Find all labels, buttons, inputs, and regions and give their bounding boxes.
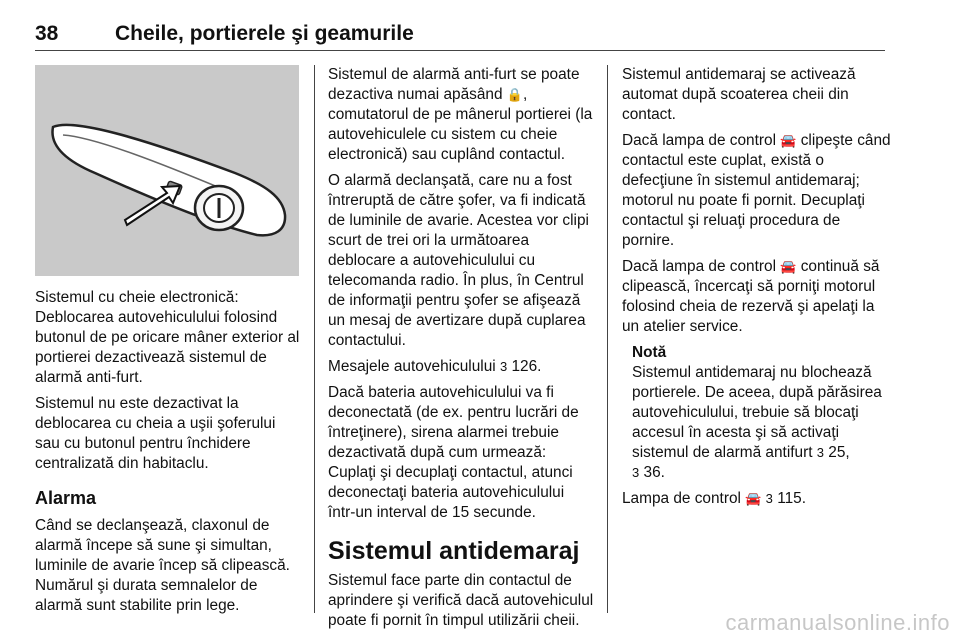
alarm-heading: Alarma (35, 488, 97, 508)
auto-activate-paragraph: Sistemul antidemaraj se activează automat după scoaterea cheii din contact. (622, 66, 856, 123)
door-handle-drawing (35, 65, 299, 276)
chapter-title: Cheile, portierele şi geamurile (115, 22, 414, 45)
control-lamp-ref[interactable]: 115. (777, 490, 806, 507)
lock-icon: 🔒 (506, 87, 524, 102)
control-lamp-paragraph (622, 489, 892, 509)
column-divider-1 (314, 65, 315, 613)
deactivate-text-start: Sistemul de alarmă anti-furt se poate dezactiva numai apăsând (328, 66, 580, 103)
immobiliser-lamp-icon: 🚘 (780, 259, 797, 274)
page-ref-arrow-icon: 3 (632, 465, 640, 480)
page-ref-arrow-icon: 3 (499, 359, 508, 374)
page-ref-arrow-icon: 3 (765, 491, 773, 506)
lamp-flashes-text-end: clipeşte când contactul este cuplat, există o defecţiune în sistemul antidemaraj; motorul nu poate fi pornit. Decuplaţi contactul şi reluaţi procedura de pornire. (622, 132, 891, 249)
column-2 (328, 65, 594, 637)
lamp-continues-text-end: continuă să clipească, încercaţi să porniţi motorul folosind cheia de rezervă şi apelaţi la un atelier service. (622, 258, 880, 335)
alarm-paragraph: Când se declanşează, claxonul de alarmă începe să sune şi simultan, luminile de avarie încep să clipească. Numărul şi durata semnalelor de alarmă sunt stabilite prin lege. (35, 517, 290, 614)
column-3 (622, 65, 892, 515)
note-title: Notă (632, 344, 667, 361)
note-text: Sistemul antidemaraj nu blochează portierele. De aceea, după părăsirea autovehiculului, trebuie să blocaţi accesul în acesta şi să activaţi sistemul de alarmă antifurt (632, 364, 882, 461)
lamp-flashes-paragraph (622, 131, 892, 251)
note-ref-1[interactable]: 25, (828, 444, 850, 461)
battery-paragraph: Dacă bateria autovehiculului va fi deconectată (de ex. pentru lucrări de întreţinere), sirena alarmei trebuie dezactivată după cum urmează: Cuplaţi şi decuplaţi contactul, atunci deconectaţi bateria autovehiculului într-un interval de 15 secunde. (328, 384, 579, 521)
keyless-paragraph: Sistemul cu cheie electronică: Deblocarea autovehiculului folosind butonul de pe oricare mâner exterior al portierei dezactivează sistemul de alarmă anti-furt. (35, 289, 300, 386)
triggered-alarm-paragraph: O alarmă declanşată, care nu a fost întreruptă de către şofer, va fi indicată de luminile de avarie. Acestea vor clipi scurt de trei ori la următoarea deblocare a autovehiculului cu telecomanda radio. În plus, în Centrul de informaţii pentru şofer se afişează un mesaj de avertizare după cuplarea contactului. (328, 172, 589, 349)
immobiliser-paragraph: Sistemul face parte din contactul de aprindere şi verifică dacă autovehiculul poate fi pornit în timpul utilizării cheii. (328, 572, 594, 629)
note-paragraph (632, 363, 892, 483)
immobiliser-heading: Sistemul antidemaraj (328, 537, 580, 565)
control-lamp-text: Lampa de control (622, 490, 746, 507)
lamp-continues-text-start: Dacă lampa de control (622, 258, 781, 275)
note-ref-2[interactable]: 36. (643, 464, 665, 481)
page-header (35, 18, 885, 51)
not-deactivated-paragraph: Sistemul nu este dezactivat la deblocarea cu cheia a uşii şoferului sau cu butonul pentru închidere centralizată din habitaclu. (35, 395, 276, 472)
vehicle-messages-ref[interactable]: 126. (511, 358, 542, 375)
door-handle-illustration (35, 65, 299, 276)
deactivate-text-end: , comutatorul de pe mânerul portierei (la autovehiculele cu sistem cu cheie electronică) sau cuplând contactul. (328, 86, 593, 163)
column-divider-2 (607, 65, 608, 613)
column-1 (35, 65, 300, 622)
page-ref-arrow-icon: 3 (816, 445, 824, 460)
immobiliser-lamp-icon: 🚘 (745, 491, 762, 506)
page-number: 38 (35, 22, 59, 45)
note-box (632, 343, 892, 483)
vehicle-messages-text: Mesajele autovehiculului (328, 358, 500, 375)
watermark: carmanualsonline.info (725, 610, 950, 635)
lamp-flashes-text-start: Dacă lampa de control (622, 132, 781, 149)
vehicle-messages-paragraph (328, 357, 594, 377)
deactivate-paragraph (328, 65, 594, 165)
lamp-continues-paragraph (622, 257, 892, 337)
immobiliser-lamp-icon: 🚘 (780, 133, 797, 148)
